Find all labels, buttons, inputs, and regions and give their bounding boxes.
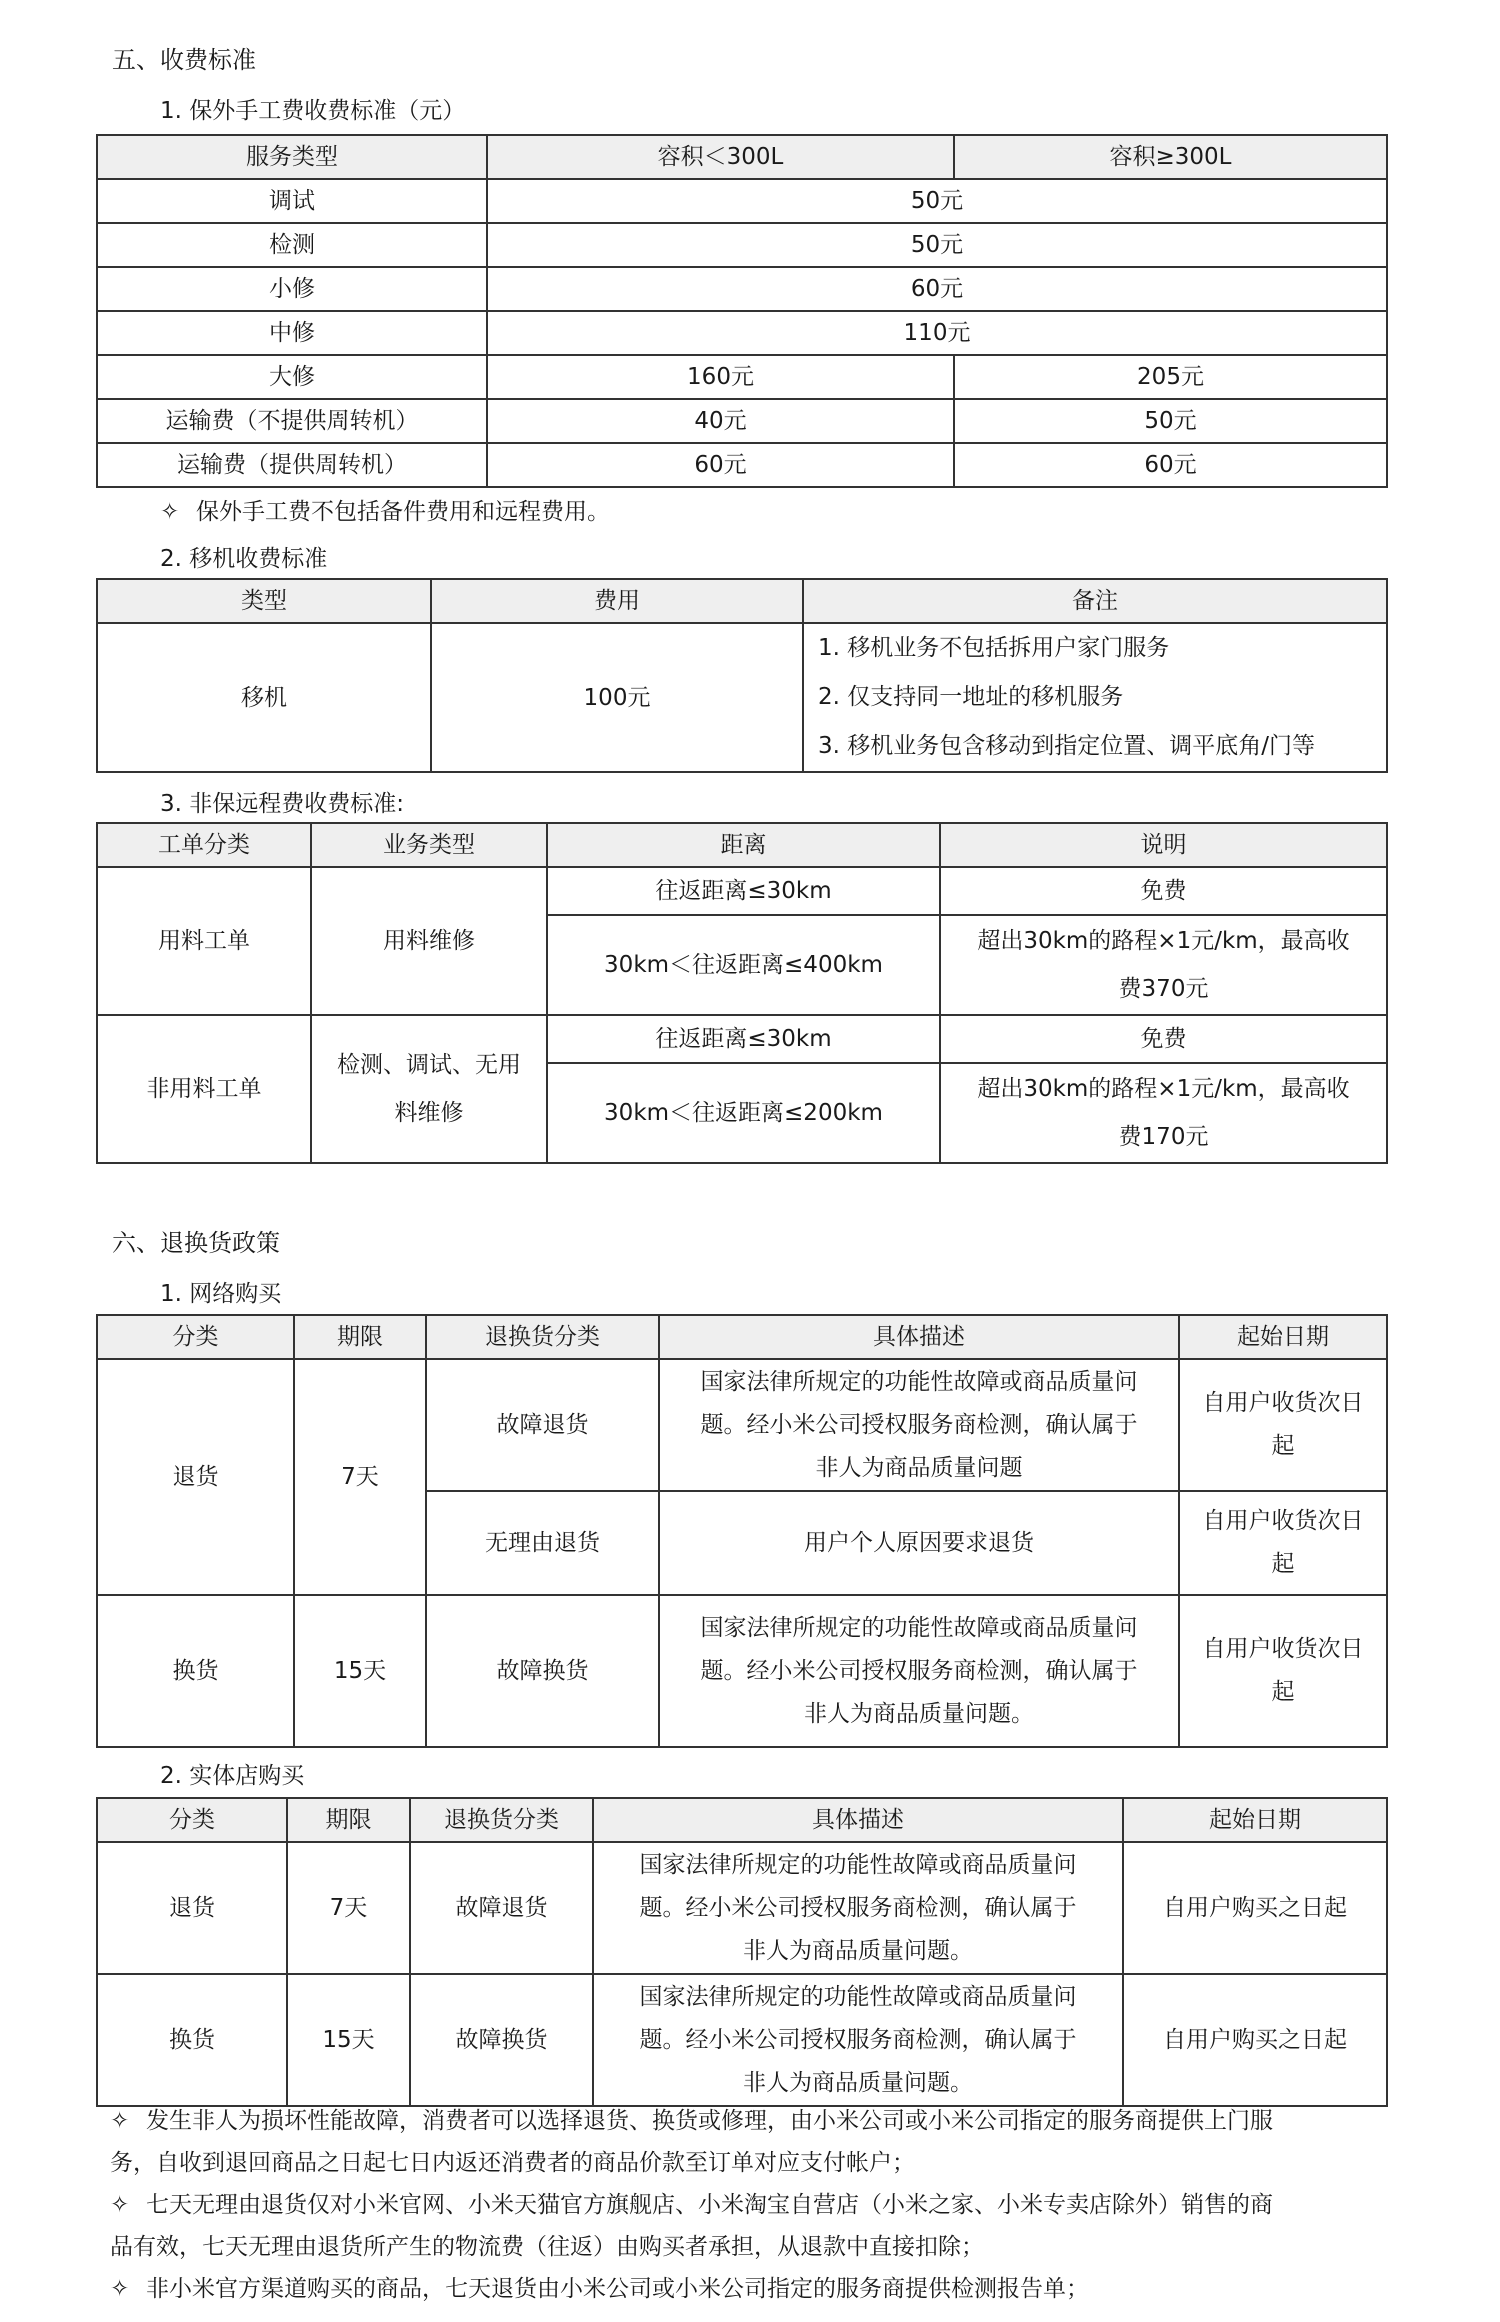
cell-line: 国家法律所规定的功能性故障或商品质量问 xyxy=(639,1983,1077,2010)
col-header: 费用 xyxy=(431,579,803,623)
subsection-title: 2. 移机收费标准 xyxy=(160,546,328,572)
cell-line: 题。经小米公司授权服务商检测，确认属于 xyxy=(700,1411,1138,1438)
table-cell: 60元 xyxy=(487,443,954,487)
col-header: 退换货分类 xyxy=(410,1798,593,1842)
table-row xyxy=(97,1015,1387,1063)
cell-line: 自用户收货次日 xyxy=(1202,1508,1364,1534)
table-row xyxy=(97,1595,1387,1747)
table-row xyxy=(97,1974,1387,2106)
col-header: 期限 xyxy=(287,1798,410,1842)
remark-line: 2. 仅支持同一地址的移机服务 xyxy=(818,684,1124,710)
table-cell: 调试 xyxy=(97,179,487,223)
diamond-icon: ✧ xyxy=(110,2276,130,2302)
remote-fee-table xyxy=(96,822,1388,1164)
table-cell: 往返距离≤30km xyxy=(547,867,940,915)
table-row xyxy=(97,223,1387,267)
table-cell: 50元 xyxy=(487,179,1387,223)
table-cell: 60元 xyxy=(487,267,1387,311)
table-cell: 非用料工单 xyxy=(97,1015,311,1163)
table-cell xyxy=(1179,1595,1387,1747)
cell-line: 非人为商品质量问题。 xyxy=(743,2069,973,2096)
table-cell: 50元 xyxy=(487,223,1387,267)
subsection-title: 1. 网络购买 xyxy=(160,1281,282,1307)
table-row xyxy=(97,399,1387,443)
remark-line: 3. 移机业务包含移动到指定位置、调平底角/门等 xyxy=(818,733,1316,759)
table-row xyxy=(97,311,1387,355)
note-line xyxy=(110,2268,1400,2310)
table-cell xyxy=(940,1063,1387,1163)
note-line: 品有效，七天无理由退货所产生的物流费（往返）由购买者承担，从退款中直接扣除； xyxy=(110,2234,984,2260)
remark-line: 1. 移机业务不包括拆用户家门服务 xyxy=(818,635,1170,661)
col-header: 距离 xyxy=(547,823,940,867)
table-cell: 故障退货 xyxy=(426,1359,659,1491)
cell-line: 起 xyxy=(1271,1679,1295,1705)
cell-line: 自用户收货次日 xyxy=(1202,1636,1364,1662)
col-header: 容积＜300L xyxy=(487,135,954,179)
section-6-title: 六、退换货政策 xyxy=(112,1229,280,1257)
table-cell: 60元 xyxy=(954,443,1387,487)
table-cell: 30km＜往返距离≤200km xyxy=(547,1063,940,1163)
table-cell: 免费 xyxy=(940,1015,1387,1063)
col-header: 起始日期 xyxy=(1179,1315,1387,1359)
diamond-icon: ✧ xyxy=(110,2192,130,2218)
note xyxy=(160,490,610,534)
table-row xyxy=(97,1842,1387,1974)
table-cell: 退货 xyxy=(97,1842,287,1974)
table-cell: 运输费（不提供周转机） xyxy=(97,399,487,443)
note-line: 务，自收到退回商品之日起七日内返还消费者的商品价款至订单对应支付帐户； xyxy=(110,2150,915,2176)
table-cell xyxy=(1179,1359,1387,1491)
cell-line: 自用户收货次日 xyxy=(1202,1390,1364,1416)
table-cell: 运输费（提供周转机） xyxy=(97,443,487,487)
note-text: 七天无理由退货仅对小米官网、小米天猫官方旗舰店、小米淘宝自营店（小米之家、小米专卖店除外）销售的商 xyxy=(146,2192,1273,2218)
table-cell: 退货 xyxy=(97,1359,294,1595)
col-header: 分类 xyxy=(97,1798,287,1842)
table-cell: 15天 xyxy=(294,1595,426,1747)
table-cell xyxy=(1179,1491,1387,1595)
table-cell: 205元 xyxy=(954,355,1387,399)
col-header: 起始日期 xyxy=(1123,1798,1387,1842)
cell-line: 超出30km的路程×1元/km，最高收 xyxy=(977,1076,1350,1102)
note-text: 非小米官方渠道购买的商品，七天退货由小米公司或小米公司指定的服务商提供检测报告单； xyxy=(146,2276,1089,2302)
section-5-title: 五、收费标准 xyxy=(112,46,256,74)
table-cell xyxy=(593,1974,1123,2106)
cell-line: 料维修 xyxy=(394,1100,464,1126)
subsection-title: 3. 非保远程费收费标准: xyxy=(160,791,405,817)
cell-line: 非人为商品质量问题 xyxy=(815,1454,1023,1481)
cell-line: 超出30km的路程×1元/km，最高收 xyxy=(977,928,1350,954)
cell-line: 题。经小米公司授权服务商检测，确认属于 xyxy=(639,1894,1077,1921)
table-cell xyxy=(659,1359,1179,1491)
table-cell: 用料维修 xyxy=(311,867,547,1015)
table-cell: 用料工单 xyxy=(97,867,311,1015)
table-cell: 故障退货 xyxy=(410,1842,593,1974)
table-cell: 移机 xyxy=(97,623,431,772)
store-return-table xyxy=(96,1797,1388,2107)
col-header: 类型 xyxy=(97,579,431,623)
cell-line: 题。经小米公司授权服务商检测，确认属于 xyxy=(700,1657,1138,1684)
table-row xyxy=(97,267,1387,311)
table-cell xyxy=(940,915,1387,1015)
cell-line: 起 xyxy=(1271,1551,1295,1577)
table-cell: 故障换货 xyxy=(426,1595,659,1747)
table-cell: 小修 xyxy=(97,267,487,311)
col-header: 服务类型 xyxy=(97,135,487,179)
table-row xyxy=(97,179,1387,223)
col-header: 期限 xyxy=(294,1315,426,1359)
col-header: 说明 xyxy=(940,823,1387,867)
table-cell: 50元 xyxy=(954,399,1387,443)
table-cell: 40元 xyxy=(487,399,954,443)
table-cell: 100元 xyxy=(431,623,803,772)
col-header: 工单分类 xyxy=(97,823,311,867)
table-row xyxy=(97,867,1387,915)
cell-line: 题。经小米公司授权服务商检测，确认属于 xyxy=(639,2026,1077,2053)
cell-line: 费370元 xyxy=(1118,976,1209,1002)
col-header: 业务类型 xyxy=(311,823,547,867)
cell-line: 非人为商品质量问题。 xyxy=(743,1937,973,1964)
diamond-icon: ✧ xyxy=(110,2108,130,2134)
table-cell: 检测 xyxy=(97,223,487,267)
col-header: 备注 xyxy=(803,579,1387,623)
table-row xyxy=(97,623,1387,772)
cell-line: 非人为商品质量问题。 xyxy=(804,1700,1034,1727)
online-return-table xyxy=(96,1314,1388,1748)
cell-line: 费170元 xyxy=(1118,1124,1209,1150)
subsection-title: 2. 实体店购买 xyxy=(160,1763,305,1789)
cell-line: 国家法律所规定的功能性故障或商品质量问 xyxy=(700,1614,1138,1641)
table-cell xyxy=(659,1595,1179,1747)
diamond-icon: ✧ xyxy=(160,499,180,525)
col-header: 具体描述 xyxy=(659,1315,1179,1359)
table-cell xyxy=(593,1842,1123,1974)
col-header: 具体描述 xyxy=(593,1798,1123,1842)
table-cell: 15天 xyxy=(287,1974,410,2106)
table-cell: 无理由退货 xyxy=(426,1491,659,1595)
table-row xyxy=(97,443,1387,487)
col-header: 分类 xyxy=(97,1315,294,1359)
table-cell: 大修 xyxy=(97,355,487,399)
table-cell: 故障换货 xyxy=(410,1974,593,2106)
table-cell: 自用户购买之日起 xyxy=(1123,1842,1387,1974)
table-cell: 160元 xyxy=(487,355,954,399)
table-cell: 免费 xyxy=(940,867,1387,915)
table-cell: 换货 xyxy=(97,1595,294,1747)
subsection-title: 1. 保外手工费收费标准（元） xyxy=(160,98,466,124)
table-cell: 110元 xyxy=(487,311,1387,355)
cell-line: 国家法律所规定的功能性故障或商品质量问 xyxy=(700,1368,1138,1395)
table-cell: 往返距离≤30km xyxy=(547,1015,940,1063)
table-cell xyxy=(311,1015,547,1163)
relocation-fee-table xyxy=(96,578,1388,773)
note-text: 保外手工费不包括备件费用和远程费用。 xyxy=(196,499,610,525)
labor-fee-table xyxy=(96,134,1388,488)
remarks-cell xyxy=(803,623,1387,772)
note-text: 发生非人为损坏性能故障，消费者可以选择退货、换货或修理，由小米公司或小米公司指定的服务商提供上门服 xyxy=(146,2108,1273,2134)
table-cell: 换货 xyxy=(97,1974,287,2106)
table-cell: 7天 xyxy=(287,1842,410,1974)
col-header: 容积≥300L xyxy=(954,135,1387,179)
table-cell: 中修 xyxy=(97,311,487,355)
cell-line: 国家法律所规定的功能性故障或商品质量问 xyxy=(639,1851,1077,1878)
table-cell: 30km＜往返距离≤400km xyxy=(547,915,940,1015)
table-cell: 用户个人原因要求退货 xyxy=(659,1491,1179,1595)
table-cell: 自用户购买之日起 xyxy=(1123,1974,1387,2106)
cell-line: 起 xyxy=(1271,1433,1295,1459)
table-row xyxy=(97,1359,1387,1491)
table-row xyxy=(97,355,1387,399)
note-line xyxy=(110,2100,1400,2142)
note-line xyxy=(110,2184,1400,2226)
policy-note xyxy=(110,2100,1400,2310)
col-header: 退换货分类 xyxy=(426,1315,659,1359)
table-cell: 7天 xyxy=(294,1359,426,1595)
cell-line: 检测、调试、无用 xyxy=(337,1052,521,1078)
